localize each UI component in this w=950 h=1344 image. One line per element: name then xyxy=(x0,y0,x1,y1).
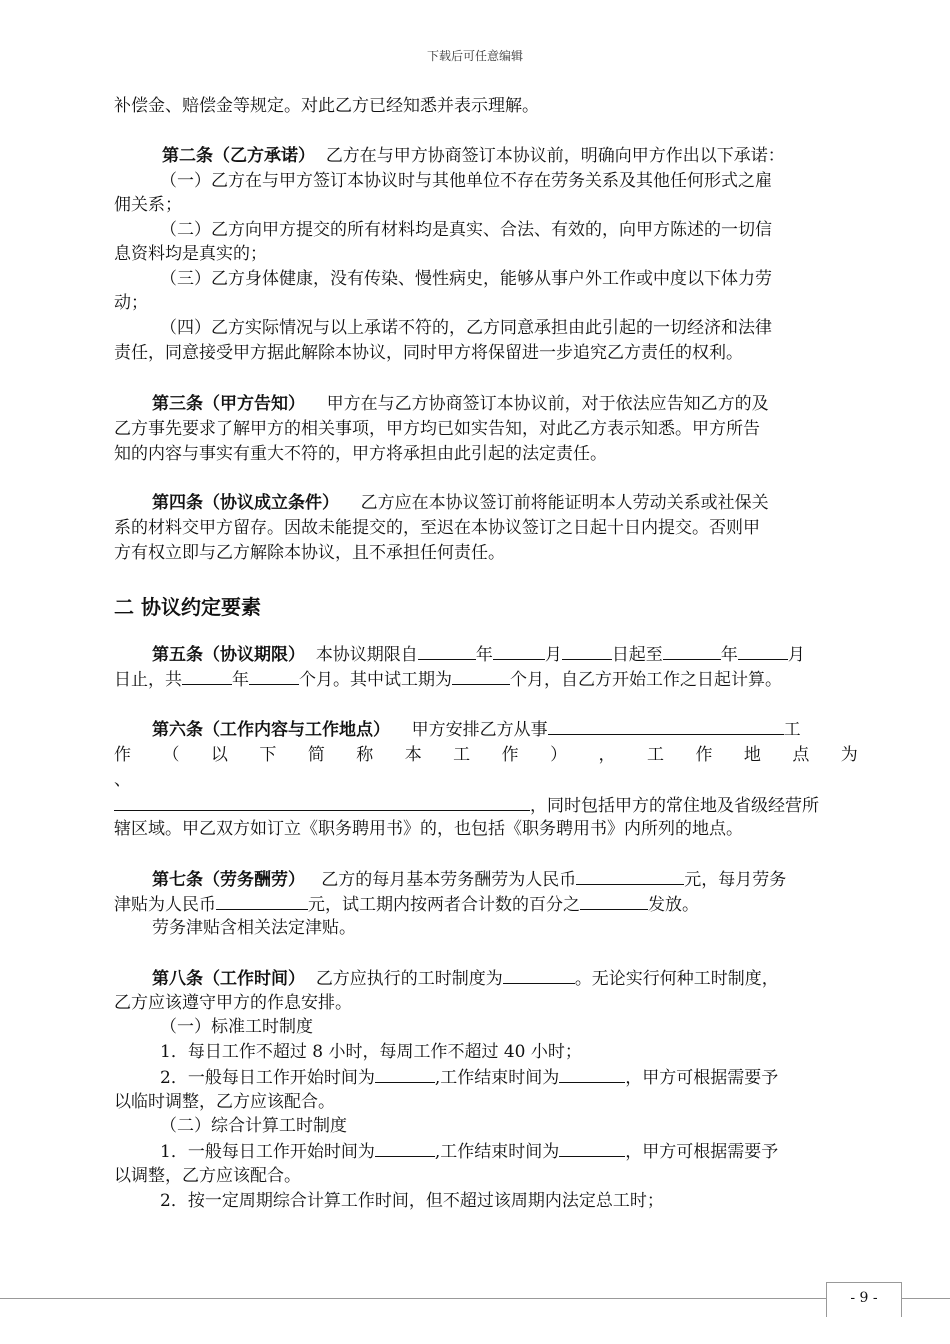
paragraph-line: 劳务津贴含相关法定津贴。 xyxy=(152,918,356,938)
footer-divider xyxy=(0,1298,950,1299)
blank-field[interactable] xyxy=(493,643,545,660)
article-2-title: 第二条（乙方承诺） xyxy=(162,146,315,166)
paragraph-line: （四）乙方实际情况与以上承诺不符的，乙方同意承担由此引起的一切经济和法律 xyxy=(160,318,772,338)
article-3-intro xyxy=(152,393,769,415)
page-header: 下载后可任意编辑 xyxy=(426,49,523,63)
paragraph-line: （二）乙方向甲方提交的所有材料均是真实、合法、有效的，向甲方陈述的一切信 xyxy=(160,220,772,240)
paragraph-line: （一）标准工时制度 xyxy=(160,1017,313,1037)
blank-field[interactable] xyxy=(249,668,299,685)
article-8-line-1: 第八条（工作时间） 乙方应执行的工时制度为 。无论实行何种工时制度， xyxy=(152,969,779,989)
article-6-line-1: 第六条（工作内容与工作地点） 甲方安排乙方从事 工 xyxy=(152,720,801,740)
article-5-line-1: 第五条（协议期限） 本协议期限自 年 月 日起至 年 月 xyxy=(152,645,805,665)
paragraph-line: 补偿金、赔偿金等规定。对此乙方已经知悉并表示理解。 xyxy=(114,96,539,116)
blank-field[interactable] xyxy=(216,893,308,910)
paragraph-line: 乙方事先要求了解甲方的相关事项，甲方均已如实告知，对此乙方表示知悉。甲方所告 xyxy=(114,419,760,439)
paragraph-line: 乙方应该遵守甲方的作息安排。 xyxy=(114,993,352,1013)
paragraph-line: 辖区域。甲乙双方如订立《职务聘用书》的，也包括《职务聘用书》内所列的地点。 xyxy=(114,819,743,839)
blank-field[interactable] xyxy=(114,794,530,811)
paragraph-line: 以调整，乙方应该配合。 xyxy=(114,1166,301,1186)
paragraph-line: 系的材料交甲方留存。因故未能提交的，至迟在本协议签订之日起十日内提交。否则甲 xyxy=(114,518,760,538)
paragraph-line: 责任，同意接受甲方据此解除本协议，同时甲方将保留进一步追究乙方责任的权利。 xyxy=(114,343,743,363)
article-6-line-2: 作 （ 以 下 简 称 本 工 作 ） ， 工 作 地 点 为 xyxy=(114,745,858,765)
article-5-title: 第五条（协议期限） xyxy=(152,645,305,665)
paragraph-line: 2．按一定周期综合计算工作时间，但不超过该周期内法定总工时； xyxy=(160,1191,664,1211)
blank-field[interactable] xyxy=(559,1066,625,1083)
blank-field[interactable] xyxy=(452,668,510,685)
article-4-title: 第四条（协议成立条件） xyxy=(152,493,339,513)
article-2-intro xyxy=(162,145,785,167)
paragraph-line: 1．每日工作不超过 8 小时，每周工作不超过 40 小时； xyxy=(160,1042,582,1062)
paragraph-line: 知的内容与事实有重大不符的，甲方将承担由此引起的法定责任。 xyxy=(114,444,607,464)
paragraph-line: （二）综合计算工时制度 xyxy=(160,1116,347,1136)
paragraph-line: 方有权立即与乙方解除本协议，且不承担任何责任。 xyxy=(114,543,505,563)
article-3-text: 甲方在与乙方协商签订本协议前，对于依法应告知乙方的及 xyxy=(326,394,769,414)
blank-field[interactable] xyxy=(580,893,648,910)
article-2-text: 乙方在与甲方协商签订本协议前，明确向甲方作出以下承诺： xyxy=(325,146,785,166)
paragraph-line: 、 xyxy=(114,770,131,790)
blank-field[interactable] xyxy=(562,643,612,660)
paragraph-line: 息资料均是真实的； xyxy=(114,244,267,264)
article-7-line-1: 第七条（劳务酬劳） 乙方的每月基本劳务酬劳为人民币 元，每月劳务 xyxy=(152,870,787,890)
section-heading: 二 协议约定要素 xyxy=(114,595,261,619)
blank-field[interactable] xyxy=(503,967,575,984)
article-8-standard-2: 2．一般每日工作开始时间为 ,工作结束时间为 ，甲方可根据需要予 xyxy=(160,1068,779,1088)
paragraph-line: 动； xyxy=(114,293,148,313)
article-7-title: 第七条（劳务酬劳） xyxy=(152,870,305,890)
article-6-line-4: ，同时包括甲方的常住地及省级经营所 xyxy=(114,794,819,817)
paragraph-line: 以临时调整，乙方应该配合。 xyxy=(114,1092,335,1112)
paragraph-line: 佣关系； xyxy=(114,195,182,215)
blank-field[interactable] xyxy=(738,643,788,660)
article-7-line-2: 津贴为人民币 元，试工期内按两者合计数的百分之 发放。 xyxy=(114,895,699,915)
blank-field[interactable] xyxy=(663,643,721,660)
paragraph-line: （三）乙方身体健康，没有传染、慢性病史，能够从事户外工作或中度以下体力劳 xyxy=(160,269,772,289)
article-6-title: 第六条（工作内容与工作地点） xyxy=(152,720,390,740)
article-8-combined-1: 1．一般每日工作开始时间为 ,工作结束时间为 ，甲方可根据需要予 xyxy=(160,1142,779,1162)
article-8-title: 第八条（工作时间） xyxy=(152,969,305,989)
article-4-intro xyxy=(152,492,769,514)
article-5-line-2: 日止，共 年 个月。其中试工期为 个月，自乙方开始工作之日起计算。 xyxy=(114,670,782,690)
page-number: - 9 - xyxy=(826,1282,902,1317)
blank-field[interactable] xyxy=(576,868,684,885)
article-3-title: 第三条（甲方告知） xyxy=(152,394,305,414)
blank-field[interactable] xyxy=(418,643,476,660)
blank-field[interactable] xyxy=(182,668,232,685)
blank-field[interactable] xyxy=(375,1140,435,1157)
article-4-text: 乙方应在本协议签订前将能证明本人劳动关系或社保关 xyxy=(360,493,769,513)
paragraph-line: （一）乙方在与甲方签订本协议时与其他单位不存在劳务关系及其他任何形式之雇 xyxy=(160,171,772,191)
blank-field[interactable] xyxy=(375,1066,435,1083)
blank-field[interactable] xyxy=(559,1140,625,1157)
blank-field[interactable] xyxy=(548,718,784,735)
